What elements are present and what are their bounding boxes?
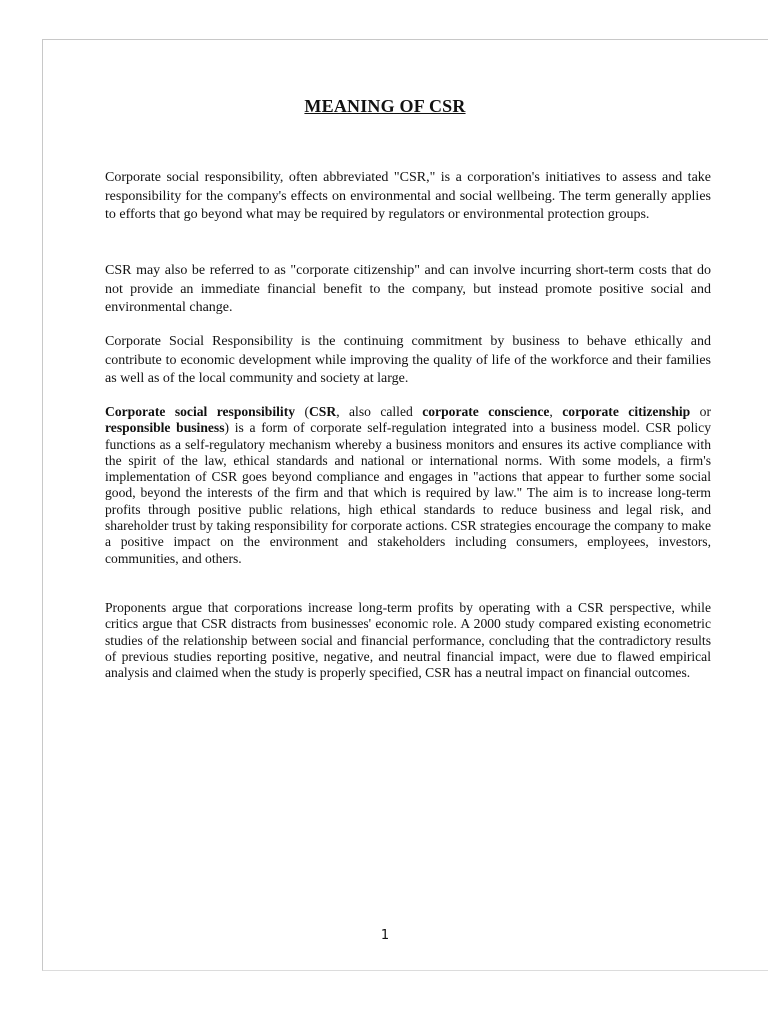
paragraph-csr-definition: Corporate social responsibility, often abbreviated "CSR," is a corporation's initiatives to assess and take responsibility for the company's effects on environmental and social wellbeing. The term generally applies to efforts that go beyond what may be required by regulators or environmental protection groups. bbox=[105, 170, 711, 222]
paragraph-proponents-critics: Proponents argue that corporations increase long-term profits by operating with a CSR perspective, while critics argue that CSR distracts from businesses' economic role. A 2000 study compared existing econometric studies of the relationship between social and financial performance, concluding that the contradictory results of previous studies reporting positive, negative, and neutral financial impact, were due to flawed empirical analysis and claimed when the study is properly specified, CSR has a neutral impact on financial outcomes. bbox=[105, 600, 711, 681]
paragraph-corporate-citizenship: CSR may also be referred to as "corporate citizenship" and can involve incurring short-term costs that do not provide an immediate financial benefit to the company, but instead promote positive social and environmental change. bbox=[105, 263, 711, 315]
term-responsible-business: responsible business bbox=[105, 420, 225, 436]
term-corporate-citizenship: corporate citizenship bbox=[562, 404, 691, 419]
document-page bbox=[42, 39, 768, 971]
paragraph-text-segment: ) is a form of corporate self-regulation integrated into a business model. CSR policy functions as a self-regulatory mechanism whereby a business monitors and ensures its active compliance with the spirit of the law, ethical standards and national or international norms. With some models, a firm's implementation of CSR goes beyond compliance and engages in "actions that appear to further some social good, beyond the interests of the firm and that which is required by law." The aim is to increase long-term profits through positive public relations, high ethical standards to reduce business and legal risk, and shareholder trust by taking responsibility for corporate actions. CSR strategies encourage the company to make a positive impact on the environment and stakeholders including consumers, employees, investors, communities, and others. bbox=[105, 420, 711, 566]
paragraph-text-segment: or bbox=[690, 404, 711, 419]
term-csr: CSR bbox=[308, 404, 337, 419]
paragraph-text-segment: ( bbox=[295, 404, 309, 419]
term-corporate-conscience: corporate conscience bbox=[422, 404, 550, 419]
page-number: 1 bbox=[380, 928, 390, 943]
document-title: MEANING OF CSR bbox=[304, 96, 466, 116]
term-corporate-social-responsibility: Corporate social responsibility bbox=[105, 404, 296, 419]
paragraph-text-segment: , bbox=[549, 404, 563, 419]
paragraph-self-regulation bbox=[105, 404, 711, 567]
paragraph-continuing-commitment: Corporate Social Responsibility is the continuing commitment by business to behave ethically and contribute to economic development while improving the quality of life of the workforce and their families as well as of the local community and society at large. bbox=[105, 334, 711, 386]
paragraph-text-segment: , also called bbox=[336, 404, 423, 419]
